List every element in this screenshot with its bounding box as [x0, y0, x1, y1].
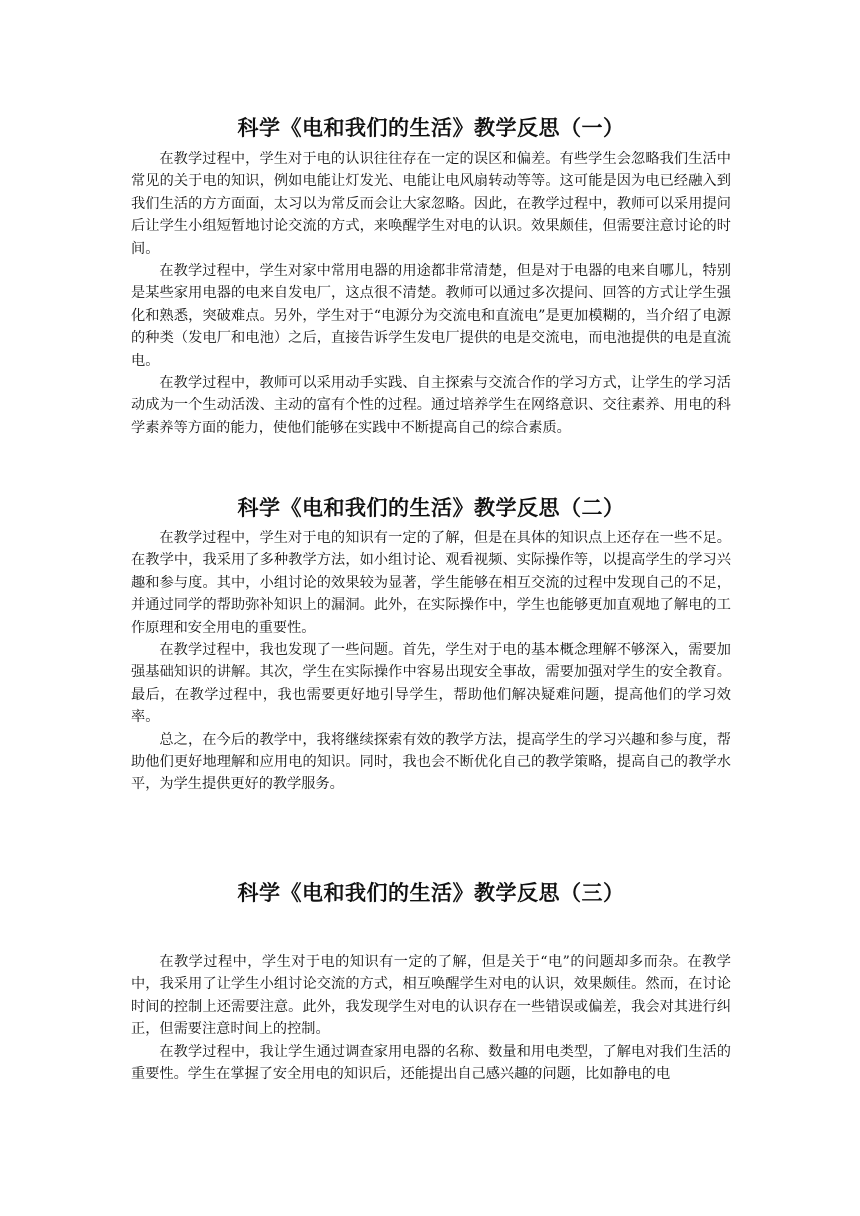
reflection-section-2 — [131, 493, 731, 796]
paragraph: 在教学过程中，学生对家中常用电器的用途都非常清楚，但是对于电器的电来自哪儿，特别是某些家用电器的电来自发电厂，这点很不清楚。教师可以通过多次提问、回答的方式让学生强化和熟悉，突破难点。另外，学生对于“电源分为交流电和直流电”是更加模糊的，当介绍了电源的种类（发电厂和电池）之后，直接告诉学生发电厂提供的电是交流电，而电池提供的电是直流电。 — [131, 263, 731, 369]
section-body — [131, 527, 731, 796]
paragraph: 在教学过程中，我也发现了一些问题。首先，学生对于电的基本概念理解不够深入，需要加强基础知识的讲解。其次，学生在实际操作中容易出现安全事故，需要加强对学生的安全教育。最后，在教学过程中，我也需要更好地引导学生，帮助他们解决疑难问题，提高他们的学习效率。 — [131, 642, 731, 726]
section-body — [131, 148, 731, 439]
paragraph: 在教学过程中，教师可以采用动手实践、自主探索与交流合作的学习方式，让学生的学习活动成为一个生动活泼、主动的富有个性的过程。通过培养学生在网络意识、交往素养、用电的科学素养等方面的能力，使他们能够在实践中不断提高自己的综合素质。 — [131, 375, 731, 436]
paragraph: 在教学过程中，学生对于电的认识往往存在一定的误区和偏差。有些学生会忽略我们生活中常见的关于电的知识，例如电能让灯发光、电能让电风扇转动等等。这可能是因为电已经融入到我们生活的方方面面，太习以为常反而会让大家忽略。因此，在教学过程中，教师可以采用提问后让学生小组短暂地讨论交流的方式，来唤醒学生对电的认识。效果颇佳，但需要注意讨论的时间。 — [131, 151, 731, 257]
section-title: 科学《电和我们的生活》教学反思（三） — [237, 880, 625, 905]
reflection-section-3 — [131, 878, 731, 1085]
paragraph: 在教学过程中，学生对于电的知识有一定的了解，但是在具体的知识点上还存在一些不足。在教学中，我采用了多种教学方法，如小组讨论、观看视频、实际操作等，以提高学生的学习兴趣和参与度。其中，小组讨论的效果较为显著，学生能够在相互交流的过程中发现自己的不足，并通过同学的帮助弥补知识上的漏洞。此外，在实际操作中，学生也能够更加直观地了解电的工作原理和安全用电的重要性。 — [131, 530, 731, 636]
reflection-section-1 — [131, 113, 731, 439]
section-title: 科学《电和我们的生活》教学反思（二） — [237, 495, 625, 520]
paragraph: 在教学过程中，我让学生通过调查家用电器的名称、数量和用电类型，了解电对我们生活的重要性。学生在掌握了安全用电的知识后，还能提出自己感兴趣的问题，比如静电的电 — [131, 1043, 731, 1083]
paragraph: 总之，在今后的教学中，我将继续探索有效的教学方法，提高学生的学习兴趣和参与度，帮助他们更好地理解和应用电的知识。同时，我也会不断优化自己的教学策略，提高自己的教学水平，为学生提供更好的教学服务。 — [131, 731, 731, 793]
section-body — [131, 951, 731, 1085]
paragraph: 在教学过程中，学生对于电的知识有一定的了解，但是关于“电”的问题却多而杂。在教学中，我采用了让学生小组讨论交流的方式，相互唤醒学生对电的认识，效果颇佳。然而，在讨论时间的控制上还需要注意。此外，我发现学生对电的认识存在一些错误或偏差，我会对其进行纠正，但需要注意时间上的控制。 — [131, 954, 731, 1038]
section-title: 科学《电和我们的生活》教学反思（一） — [237, 115, 625, 140]
